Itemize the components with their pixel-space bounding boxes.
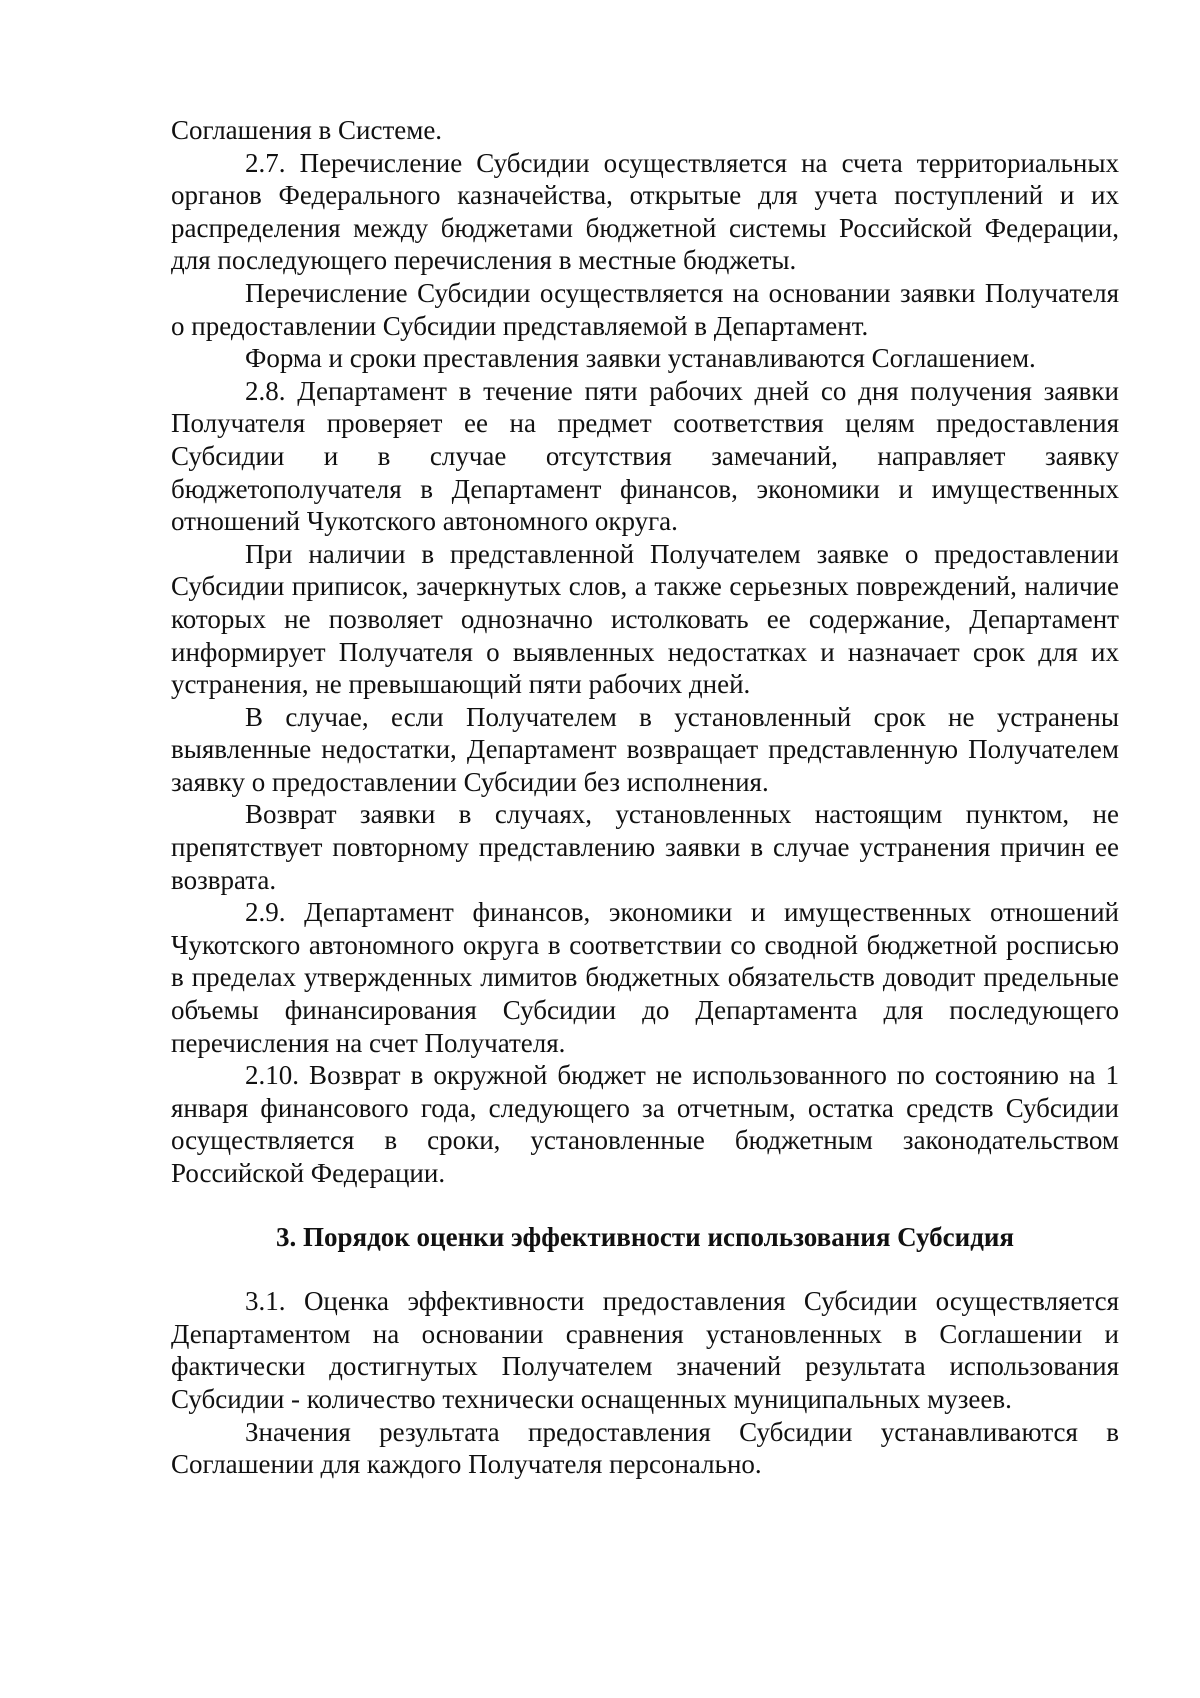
paragraph-2-10: 2.10. Возврат в окружной бюджет не использованного по состоянию на 1 января финансового года, следующего за отчетным, остатка средств Субсидии осуществляется в сроки, установленные бюджетным законодательством Российской Федерации. bbox=[171, 1060, 1119, 1188]
paragraph-2-8: 2.8. Департамент в течение пяти рабочих дней со дня получения заявки Получателя проверяет ее на предмет соответствия целям предоставления Субсидии и в случае отсутствия замечаний, направляет заявку бюджетополучателя в Департамент финансов, экономики и имущественных отношений Чукотского автономного округа. bbox=[171, 375, 1119, 537]
paragraph-deficiencies: При наличии в представленной Получателем заявке о предоставлении Субсидии приписок, зачеркнутых слов, а также серьезных повреждений, наличие которых не позволяет однозначно истолковать ее содержание, Департамент информирует Получателя о выявленных недостатках и назначает срок для их устранения, не превышающий пяти рабочих дней. bbox=[171, 538, 1119, 700]
paragraph-2-9: 2.9. Департамент финансов, экономики и имущественных отношений Чукотского автономного округа в соответствии со сводной бюджетной росписью в пределах утвержденных лимитов бюджетных обязательств доводит предельные объемы финансирования Субсидии до Департамента для последующего перечисления на счет Получателя. bbox=[171, 897, 1119, 1058]
paragraph-application-form: Форма и сроки преставления заявки устанавливаются Соглашением. bbox=[245, 343, 1036, 374]
paragraph-result-values: Значения результата предоставления Субсидии устанавливаются в Соглашении для каждого Получателя персонально. bbox=[171, 1416, 1119, 1480]
paragraph-return-without-execution: В случае, если Получателем в установленный срок не устранены выявленные недостатки, Департамент возвращает представленную Получателем заявку о предоставлении Субсидии без исполнения. bbox=[171, 701, 1119, 797]
paragraph-continuation: Соглашения в Системе. bbox=[171, 115, 443, 145]
paragraph-transfer-basis: Перечисление Субсидии осуществляется на основании заявки Получателя о предоставлении Субсидии представляемой в Департамент. bbox=[171, 277, 1119, 341]
paragraph-2-7: 2.7. Перечисление Субсидии осуществляется на счета территориальных органов Федерального казначейства, открытые для учета поступлений и их распределения между бюджетами бюджетной системы Российской Федерации, для последующего перечисления в местные бюджеты. bbox=[171, 147, 1119, 276]
paragraph-resubmission: Возврат заявки в случаях, установленных настоящим пунктом, не препятствует повторному представлению заявки в случае устранения причин ее возврата. bbox=[171, 799, 1119, 895]
paragraph-3-1: 3.1. Оценка эффективности предоставления Субсидии осуществляется Департаментом на основании сравнения установленных в Соглашении и фактически достигнутых Получателем значений результата использования Субсидии - количество технически оснащенных муниципальных музеев. bbox=[171, 1286, 1119, 1414]
document-page bbox=[171, 114, 1119, 1481]
section-heading: 3. Порядок оценки эффективности использования Субсидия bbox=[275, 1221, 1015, 1252]
